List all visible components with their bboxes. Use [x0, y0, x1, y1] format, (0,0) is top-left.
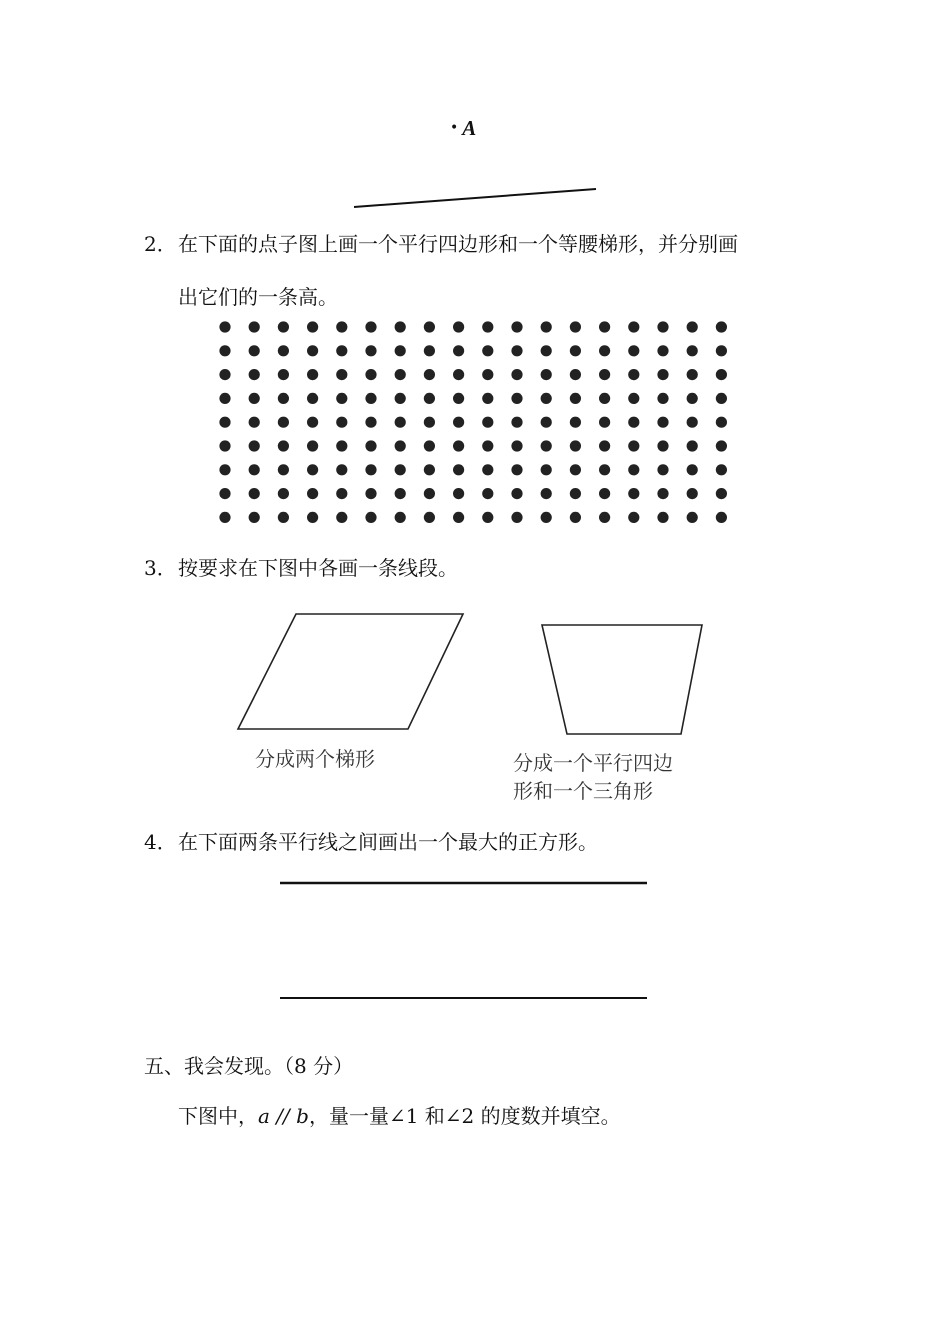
- grid-dot[interactable]: [657, 488, 668, 499]
- grid-dot[interactable]: [307, 369, 318, 380]
- point-a-dot: •: [450, 120, 459, 136]
- trapezoid-shape[interactable]: [542, 625, 702, 734]
- grid-dot[interactable]: [716, 512, 727, 523]
- grid-dot[interactable]: [307, 512, 318, 523]
- grid-dot[interactable]: [249, 417, 260, 428]
- grid-dot[interactable]: [365, 321, 376, 332]
- grid-dot[interactable]: [365, 417, 376, 428]
- grid-dot[interactable]: [482, 464, 493, 475]
- grid-dot[interactable]: [570, 393, 581, 404]
- grid-dot[interactable]: [716, 393, 727, 404]
- grid-dot[interactable]: [687, 440, 698, 451]
- grid-dot[interactable]: [541, 488, 552, 499]
- grid-dot[interactable]: [511, 512, 522, 523]
- grid-dot[interactable]: [336, 393, 347, 404]
- grid-dot[interactable]: [716, 345, 727, 356]
- grid-dot[interactable]: [482, 440, 493, 451]
- grid-dot[interactable]: [219, 321, 230, 332]
- grid-dot[interactable]: [599, 369, 610, 380]
- grid-dot[interactable]: [453, 440, 464, 451]
- grid-dot[interactable]: [628, 417, 639, 428]
- grid-dot[interactable]: [249, 440, 260, 451]
- grid-dot[interactable]: [511, 417, 522, 428]
- grid-dot[interactable]: [365, 345, 376, 356]
- grid-dot[interactable]: [511, 321, 522, 332]
- grid-dot[interactable]: [716, 417, 727, 428]
- grid-dot[interactable]: [716, 440, 727, 451]
- grid-dot[interactable]: [628, 512, 639, 523]
- grid-dot[interactable]: [395, 393, 406, 404]
- grid-dot[interactable]: [219, 440, 230, 451]
- q2-number: 2．: [144, 232, 177, 256]
- grid-dot[interactable]: [278, 464, 289, 475]
- grid-dot[interactable]: [570, 464, 581, 475]
- grid-dot[interactable]: [307, 417, 318, 428]
- grid-dot[interactable]: [453, 464, 464, 475]
- q3-line: [144, 552, 458, 581]
- section5-intro: [178, 1100, 621, 1129]
- q3-number: 3．: [144, 556, 177, 580]
- q4-text: 在下面两条平行线之间画出一个最大的正方形。: [178, 830, 598, 854]
- grid-dot[interactable]: [219, 464, 230, 475]
- grid-dot[interactable]: [336, 321, 347, 332]
- grid-dot[interactable]: [307, 345, 318, 356]
- grid-dot[interactable]: [482, 417, 493, 428]
- grid-dot[interactable]: [628, 345, 639, 356]
- grid-dot[interactable]: [453, 417, 464, 428]
- grid-dot[interactable]: [628, 369, 639, 380]
- grid-dot[interactable]: [249, 464, 260, 475]
- grid-dot[interactable]: [657, 512, 668, 523]
- grid-dot[interactable]: [307, 393, 318, 404]
- grid-dot[interactable]: [511, 369, 522, 380]
- grid-dot[interactable]: [511, 345, 522, 356]
- grid-dot[interactable]: [424, 417, 435, 428]
- grid-dot[interactable]: [687, 345, 698, 356]
- grid-dot[interactable]: [716, 488, 727, 499]
- grid-dot[interactable]: [453, 512, 464, 523]
- grid-dot[interactable]: [482, 369, 493, 380]
- point-a-letter: A: [462, 116, 477, 140]
- trapezoid-caption-line1: 分成一个平行四边: [513, 751, 673, 775]
- grid-dot[interactable]: [570, 512, 581, 523]
- grid-dot[interactable]: [219, 345, 230, 356]
- grid-dot[interactable]: [395, 464, 406, 475]
- section5-intro-suffix: ，量一量∠1 和∠2 的度数并填空。: [308, 1104, 621, 1128]
- grid-dot[interactable]: [657, 440, 668, 451]
- grid-dot[interactable]: [219, 488, 230, 499]
- grid-dot[interactable]: [424, 488, 435, 499]
- grid-dot[interactable]: [453, 488, 464, 499]
- grid-dot[interactable]: [249, 345, 260, 356]
- grid-dot[interactable]: [657, 369, 668, 380]
- grid-dot[interactable]: [657, 345, 668, 356]
- q2-text-line2: 出它们的一条高。: [178, 285, 338, 309]
- grid-dot[interactable]: [365, 512, 376, 523]
- grid-dot[interactable]: [424, 440, 435, 451]
- grid-dot[interactable]: [278, 345, 289, 356]
- grid-dot[interactable]: [365, 488, 376, 499]
- grid-dot[interactable]: [599, 321, 610, 332]
- grid-dot[interactable]: [511, 488, 522, 499]
- grid-dot[interactable]: [687, 321, 698, 332]
- grid-dot[interactable]: [336, 464, 347, 475]
- grid-dot[interactable]: [541, 345, 552, 356]
- grid-dot[interactable]: [395, 321, 406, 332]
- parallel-symbol: //: [269, 1104, 297, 1128]
- grid-dot[interactable]: [424, 512, 435, 523]
- grid-dot[interactable]: [395, 369, 406, 380]
- grid-dot[interactable]: [365, 393, 376, 404]
- grid-dot[interactable]: [482, 393, 493, 404]
- grid-dot[interactable]: [336, 488, 347, 499]
- grid-dot[interactable]: [716, 464, 727, 475]
- q4-number: 4．: [144, 830, 177, 854]
- grid-dot[interactable]: [599, 393, 610, 404]
- grid-dot[interactable]: [570, 321, 581, 332]
- grid-dot[interactable]: [482, 345, 493, 356]
- grid-dot[interactable]: [511, 464, 522, 475]
- grid-dot[interactable]: [424, 369, 435, 380]
- grid-dot[interactable]: [249, 321, 260, 332]
- grid-dot[interactable]: [219, 417, 230, 428]
- grid-dot[interactable]: [570, 345, 581, 356]
- grid-dot[interactable]: [249, 369, 260, 380]
- grid-dot[interactable]: [278, 321, 289, 332]
- grid-dot[interactable]: [541, 417, 552, 428]
- grid-dot[interactable]: [541, 321, 552, 332]
- q2-line1: [144, 228, 738, 257]
- line-b-variable: b: [296, 1104, 309, 1128]
- grid-dot[interactable]: [687, 393, 698, 404]
- grid-dot[interactable]: [219, 512, 230, 523]
- grid-dot[interactable]: [307, 440, 318, 451]
- grid-dot[interactable]: [453, 321, 464, 332]
- grid-dot[interactable]: [336, 512, 347, 523]
- grid-dot[interactable]: [599, 417, 610, 428]
- grid-dot[interactable]: [219, 369, 230, 380]
- grid-dot[interactable]: [278, 417, 289, 428]
- grid-dot[interactable]: [424, 464, 435, 475]
- grid-dot[interactable]: [482, 512, 493, 523]
- grid-dot[interactable]: [336, 417, 347, 428]
- grid-dot[interactable]: [278, 512, 289, 523]
- grid-dot[interactable]: [395, 417, 406, 428]
- reference-line: [354, 189, 596, 207]
- grid-dot[interactable]: [395, 440, 406, 451]
- grid-dot[interactable]: [628, 393, 639, 404]
- grid-dot[interactable]: [511, 393, 522, 404]
- grid-dot[interactable]: [278, 369, 289, 380]
- grid-dot[interactable]: [628, 440, 639, 451]
- q2-text-line1: 在下面的点子图上画一个平行四边形和一个等腰梯形，并分别画: [178, 232, 738, 256]
- grid-dot[interactable]: [687, 464, 698, 475]
- grid-dot[interactable]: [599, 440, 610, 451]
- grid-dot[interactable]: [541, 393, 552, 404]
- grid-dot[interactable]: [599, 512, 610, 523]
- grid-dot[interactable]: [628, 321, 639, 332]
- grid-dot[interactable]: [541, 369, 552, 380]
- grid-dot[interactable]: [599, 464, 610, 475]
- dot-grid[interactable]: [219, 321, 727, 523]
- grid-dot[interactable]: [307, 464, 318, 475]
- grid-dot[interactable]: [570, 488, 581, 499]
- grid-dot[interactable]: [365, 369, 376, 380]
- grid-dot[interactable]: [716, 321, 727, 332]
- grid-dot[interactable]: [307, 488, 318, 499]
- grid-dot[interactable]: [336, 440, 347, 451]
- grid-dot[interactable]: [249, 488, 260, 499]
- grid-dot[interactable]: [395, 512, 406, 523]
- grid-dot[interactable]: [687, 417, 698, 428]
- line-a-variable: a: [258, 1104, 270, 1128]
- grid-dot[interactable]: [541, 440, 552, 451]
- grid-dot[interactable]: [278, 393, 289, 404]
- trapezoid-caption-line2: 形和一个三角形: [513, 779, 653, 803]
- grid-dot[interactable]: [599, 345, 610, 356]
- grid-dot[interactable]: [657, 321, 668, 332]
- q4-line: [144, 826, 598, 855]
- grid-dot[interactable]: [541, 512, 552, 523]
- parallelogram-caption: 分成两个梯形: [255, 747, 375, 771]
- grid-dot[interactable]: [570, 369, 581, 380]
- grid-dot[interactable]: [336, 345, 347, 356]
- grid-dot[interactable]: [511, 440, 522, 451]
- grid-dot[interactable]: [599, 488, 610, 499]
- grid-dot[interactable]: [687, 512, 698, 523]
- section5-heading: 五、我会发现。（8 分）: [144, 1054, 354, 1078]
- grid-dot[interactable]: [365, 440, 376, 451]
- grid-dot[interactable]: [307, 321, 318, 332]
- grid-dot[interactable]: [249, 393, 260, 404]
- grid-dot[interactable]: [395, 345, 406, 356]
- grid-dot[interactable]: [424, 345, 435, 356]
- grid-dot[interactable]: [336, 369, 347, 380]
- grid-dot[interactable]: [219, 393, 230, 404]
- grid-dot[interactable]: [570, 417, 581, 428]
- grid-dot[interactable]: [716, 369, 727, 380]
- q3-text: 按要求在下图中各画一条线段。: [178, 556, 458, 580]
- grid-dot[interactable]: [424, 321, 435, 332]
- grid-dot[interactable]: [453, 393, 464, 404]
- grid-dot[interactable]: [482, 488, 493, 499]
- grid-dot[interactable]: [657, 393, 668, 404]
- grid-dot[interactable]: [657, 417, 668, 428]
- grid-dot[interactable]: [687, 369, 698, 380]
- grid-dot[interactable]: [424, 393, 435, 404]
- grid-dot[interactable]: [628, 488, 639, 499]
- grid-dot[interactable]: [628, 464, 639, 475]
- grid-dot[interactable]: [453, 345, 464, 356]
- grid-dot[interactable]: [278, 440, 289, 451]
- grid-dot[interactable]: [453, 369, 464, 380]
- grid-dot[interactable]: [365, 464, 376, 475]
- grid-dot[interactable]: [249, 512, 260, 523]
- grid-dot[interactable]: [482, 321, 493, 332]
- parallelogram-shape[interactable]: [238, 614, 463, 729]
- grid-dot[interactable]: [687, 488, 698, 499]
- grid-dot[interactable]: [541, 464, 552, 475]
- grid-dot[interactable]: [570, 440, 581, 451]
- grid-dot[interactable]: [278, 488, 289, 499]
- grid-dot[interactable]: [395, 488, 406, 499]
- grid-dot[interactable]: [657, 464, 668, 475]
- section5-intro-prefix: 下图中，: [178, 1104, 258, 1128]
